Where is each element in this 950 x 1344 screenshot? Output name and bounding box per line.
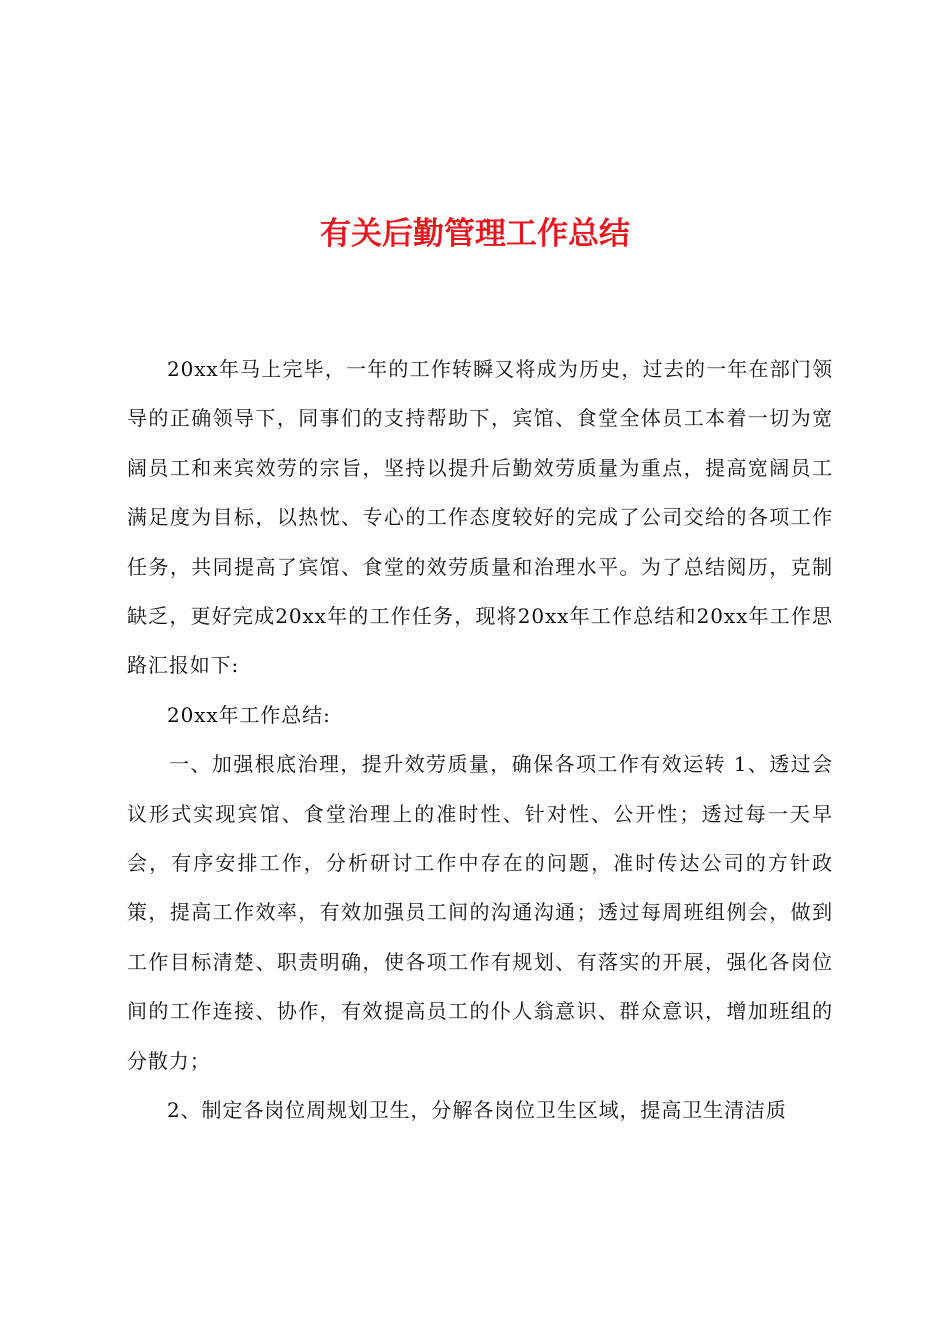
paragraph-section-one: 一、加强根底治理，提升效劳质量，确保各项工作有效运转 1、透过会议形式实现宾馆、食堂治理上的准时性、针对性、公开性；透过每一天早会，有序安排工作，分析研讨工作中存在的问题，准时传达公司的方针政策，提高工作效率，有效加强员工间的沟通沟通；透过每周班组例会，做到工作目标清楚、职责明确，使各项工作有规划、有落实的开展，强化各岗位间的工作连接、协作，有效提高员工的仆人翁意识、群众意识，增加班组的分散力；: [127, 752, 833, 1073]
paragraph-section-heading: 20xx年工作总结:: [167, 702, 331, 727]
document-body: [127, 345, 833, 1136]
document-title: 有关后勤管理工作总结: [320, 216, 630, 252]
paragraph-intro: 20xx年马上完毕，一年的工作转瞬又将成为历史，过去的一年在部门领导的正确领导下，同事们的支持帮助下，宾馆、食堂全体员工本着一切为宽阔员工和来宾效劳的宗旨，坚持以提升后勤效劳质量为重点，提高宽阔员工满足度为目标，以热忱、专心的工作态度较好的完成了公司交给的各项工作任务，共同提高了宾馆、食堂的效劳质量和治理水平。为了总结阅历，克制缺乏，更好完成20xx年的工作任务，现将20xx年工作总结和20xx年工作思路汇报如下:: [127, 357, 833, 678]
paragraph-item-two: 2、制定各岗位周规划卫生，分解各岗位卫生区域，提高卫生清洁质: [167, 1098, 787, 1123]
